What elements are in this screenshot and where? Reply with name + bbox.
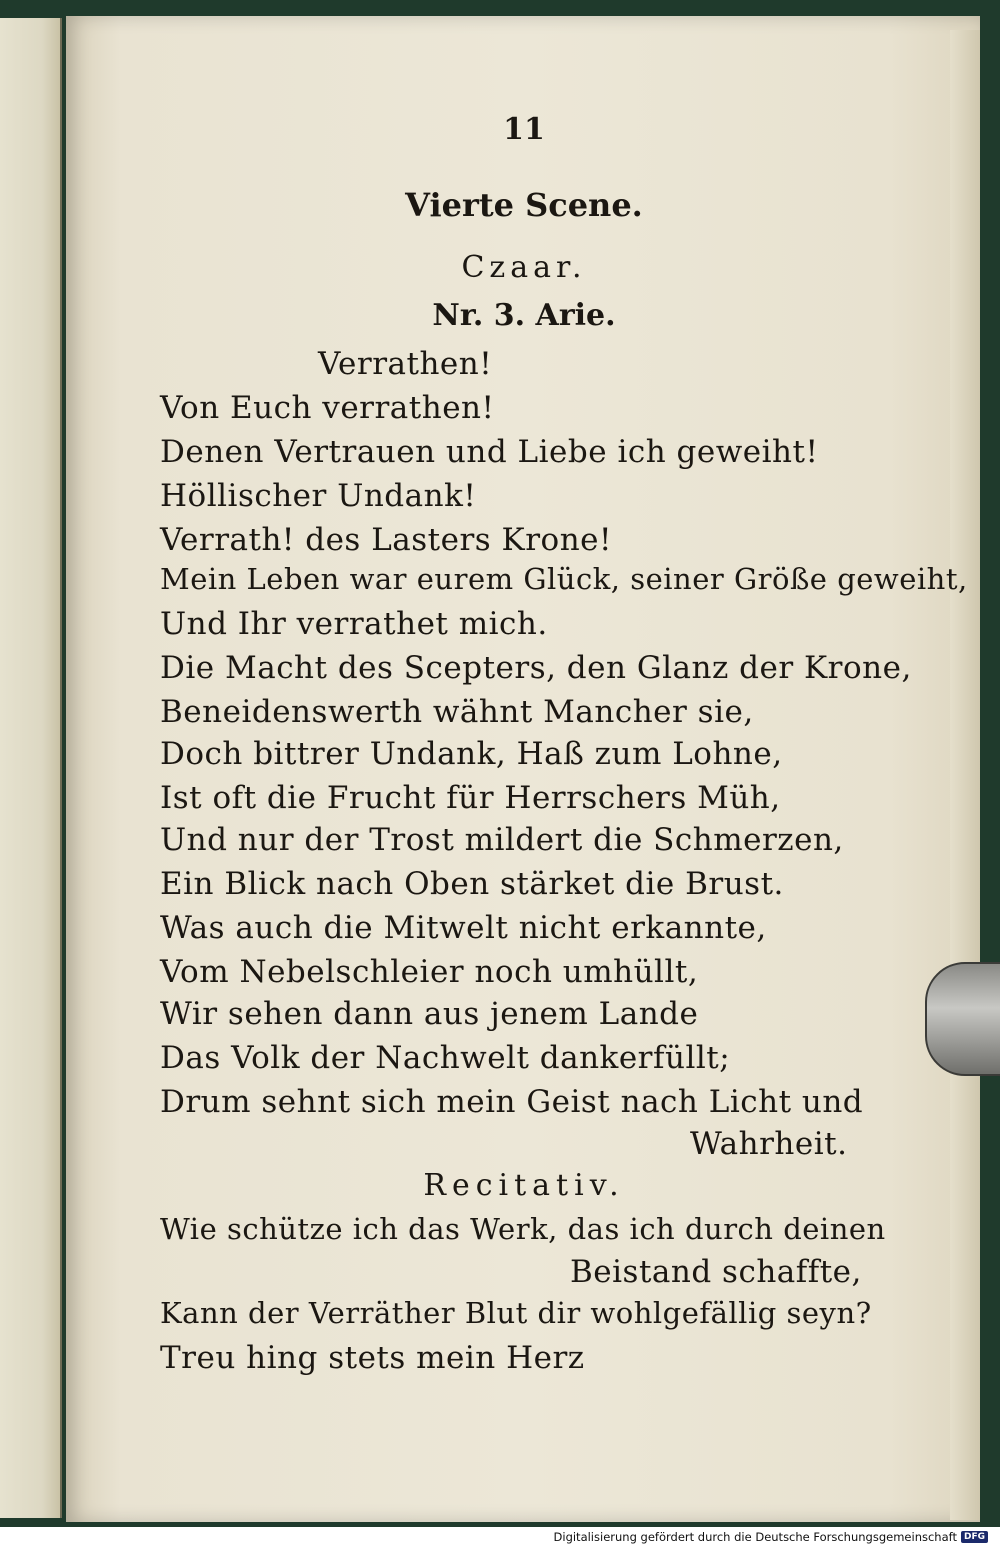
aria-line: Beneidenswerth wähnt Mancher sie, (160, 694, 754, 730)
aria-line: Verrathen! (318, 346, 493, 382)
page-number: 11 (503, 112, 545, 147)
aria-line: Höllischer Undank! (160, 478, 477, 514)
aria-line: Ist oft die Frucht für Herrschers Müh, (160, 780, 781, 816)
recitativ-line: Wie schütze ich das Werk, das ich durch deinen (160, 1212, 886, 1246)
aria-line: Vom Nebelschleier noch umhüllt, (160, 954, 699, 990)
aria-number-label: Nr. 3. Arie. (432, 298, 616, 333)
aria-line: Und Ihr verrathet mich. (160, 606, 548, 642)
recitativ-line: Treu hing stets mein Herz (160, 1340, 585, 1376)
dfg-logo: DFG (961, 1531, 988, 1543)
aria-line: Die Macht des Scepters, den Glanz der Krone, (160, 650, 912, 686)
aria-line: Doch bittrer Undank, Haß zum Lohne, (160, 736, 783, 772)
aria-line: Drum sehnt sich mein Geist nach Licht und (160, 1084, 864, 1120)
aria-line: Wahrheit. (690, 1126, 848, 1162)
speaker-name: Czaar. (461, 250, 587, 285)
recitativ-line: Beistand schaffte, (570, 1254, 862, 1290)
aria-line: Das Volk der Nachwelt dankerfüllt; (160, 1040, 731, 1076)
aria-line: Was auch die Mitwelt nicht erkannte, (160, 910, 767, 946)
aria-line: Ein Blick nach Oben stärket die Brust. (160, 866, 784, 902)
credit-text: Digitalisierung gefördert durch die Deutsche Forschungsgemeinschaft (553, 1530, 957, 1544)
aria-line: Von Euch verrathen! (160, 390, 495, 426)
aria-line: Und nur der Trost mildert die Schmerzen, (160, 822, 844, 858)
recitativ-label: Recitativ. (423, 1168, 625, 1203)
aria-line: Verrath! des Lasters Krone! (160, 522, 612, 558)
aria-line: Wir sehen dann aus jenem Lande (160, 996, 699, 1032)
aria-line: Mein Leben war eurem Glück, seiner Größe geweiht, (160, 562, 968, 596)
digitization-credit (554, 1528, 988, 1546)
recitativ-line: Kann der Verräther Blut dir wohlgefällig seyn? (160, 1296, 872, 1330)
scene-title: Vierte Scene. (405, 186, 643, 224)
aria-line: Denen Vertrauen und Liebe ich geweiht! (160, 434, 819, 470)
